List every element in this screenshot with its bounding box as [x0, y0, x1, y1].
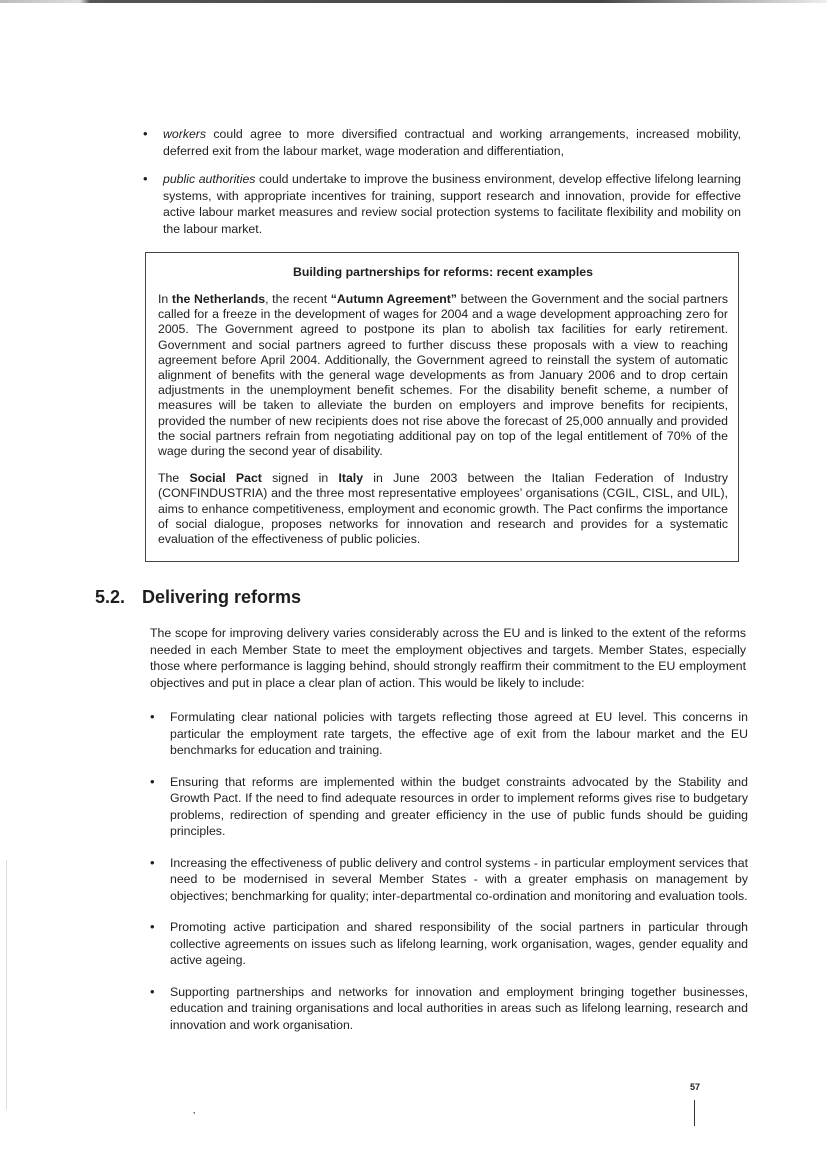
- bullet-icon: •: [150, 919, 155, 934]
- netherlands-paragraph: [158, 292, 728, 459]
- page-tick-mark: [694, 1100, 695, 1126]
- list-item: [150, 854, 748, 905]
- bullet-text: Increasing the effectiveness of public delivery and control systems - in particular employment services that need to be modernised in several Member States - with a greater emphasis on management by objectives; benchmarking for quality; inter-departmental co-ordination and monitoring and evaluation tools.: [170, 855, 748, 903]
- bold-country: the Netherlands: [171, 292, 266, 306]
- bullet-text: could agree to more diversified contractual and working arrangements, increased mobility, deferred exit from the labour market, wage moderation and differentiation,: [163, 127, 741, 158]
- italy-paragraph: [158, 471, 728, 547]
- bullet-icon: •: [150, 983, 155, 999]
- bullet-text: could undertake to improve the business environment, develop effective lifelong learning systems, with appropriate incentives for training, support research and innovation, provide for effective active labour market measures and review social protection systems to facilitate flexibility and mobility on the labour market.: [163, 172, 742, 236]
- list-item: [150, 919, 748, 969]
- text-span: , the recent: [265, 292, 331, 306]
- top-rule: [0, 0, 827, 3]
- bold-agreement: “Autumn Agreement”: [330, 292, 457, 306]
- top-bullet-list: [143, 126, 742, 249]
- scan-speck: ’: [193, 1111, 196, 1122]
- bullet-icon: •: [143, 171, 148, 186]
- scan-margin-line: [6, 860, 7, 1110]
- bullet-text: Ensuring that reforms are implemented within the budget constraints advocated by the Stability and Growth Pact. If the need to find adequate resources in order to implement reforms gives rise to budgetary problems, redirection of spending and greater efficiency in the use of public funds should be guiding principles.: [170, 774, 748, 838]
- reform-bullet-list: [150, 709, 748, 1048]
- section-number: 5.2.: [95, 587, 126, 607]
- bullet-icon: •: [150, 773, 155, 789]
- section-heading: [95, 587, 301, 608]
- bullet-text: Supporting partnerships and networks for innovation and employment bringing together businesses, education and training organisations and local authorities in areas such as lifelong learning, research and innovation and work organisation.: [170, 984, 748, 1032]
- list-item: [143, 171, 742, 237]
- list-item: [150, 709, 748, 759]
- bullet-lead: public authorities: [163, 172, 256, 186]
- list-item: [143, 126, 741, 159]
- text-span: The: [158, 471, 190, 486]
- bullet-icon: •: [150, 709, 155, 724]
- bullet-icon: •: [150, 854, 155, 870]
- bullet-lead: workers: [163, 127, 207, 141]
- text-span: In: [158, 292, 172, 306]
- box-title: Building partnerships for reforms: recent examples: [293, 265, 593, 279]
- bullet-text: Formulating clear national policies with targets reflecting those agreed at EU level. This concerns in particular the employment rate targets, the effective age of exit from the labour market and the EU benchmarks for education and training.: [170, 710, 748, 757]
- bullet-text: Promoting active participation and shared responsibility of the social partners in particular through collective agreements on issues such as lifelong learning, work organisation, wages, gender equality and active ageing.: [170, 920, 748, 967]
- text-span: signed in: [261, 471, 339, 486]
- examples-box: [145, 252, 739, 562]
- section-title: Delivering reforms: [142, 587, 302, 607]
- intro-paragraph: The scope for improving delivery varies considerably across the EU and is linked to the extent of the reforms needed in each Member State to meet the employment objectives and targets. Member States, especially those where performance is lagging behind, should strongly reaffirm their commitment to the EU employment objectives and put in place a clear plan of action. This would be likely to include:: [150, 626, 746, 690]
- bold-pact: Social Pact: [189, 471, 262, 486]
- list-item: [150, 773, 748, 840]
- list-item: [150, 983, 748, 1034]
- bold-country: Italy: [338, 471, 364, 486]
- page-number: 57: [690, 1082, 701, 1092]
- text-span: between the Government and the social partners called for a freeze in the development of wages for 2004 and a wage development approaching zero for 2005. The Government agreed to postpone its plan to abolish tax facilities for early retirement. Government and social partners agreed to further discuss these proposals with a view to reaching agreement before April 2004. Additionally, the Government agreed to reinstall the system of automatic alignment of benefits with the general wage developments as from January 2006 and to drop certain adjustments in the unemployment benefit schemes. For the disability benefit scheme, a number of measures will be taken to alleviate the burden on employers and improve benefits for recipients, provided the number of new recipients does not rise above the forecast of 25,000 annually and provided the social partners refrain from negotiating additional pay on top of the legal entitlement of 70% of the wage during the second year of disability.: [158, 292, 729, 459]
- bullet-icon: •: [143, 126, 148, 141]
- text-span: in June 2003 between the Italian Federation of Industry (CONFINDUSTRIA) and the three most representative employees’ organisations (CGIL, CISL, and UIL), aims to enhance competitiveness, employment and economic growth. The Pact confirms the importance of social dialogue, proposes networks for innovation and research and provides for a systematic evaluation of the effectiveness of public policies.: [158, 471, 729, 547]
